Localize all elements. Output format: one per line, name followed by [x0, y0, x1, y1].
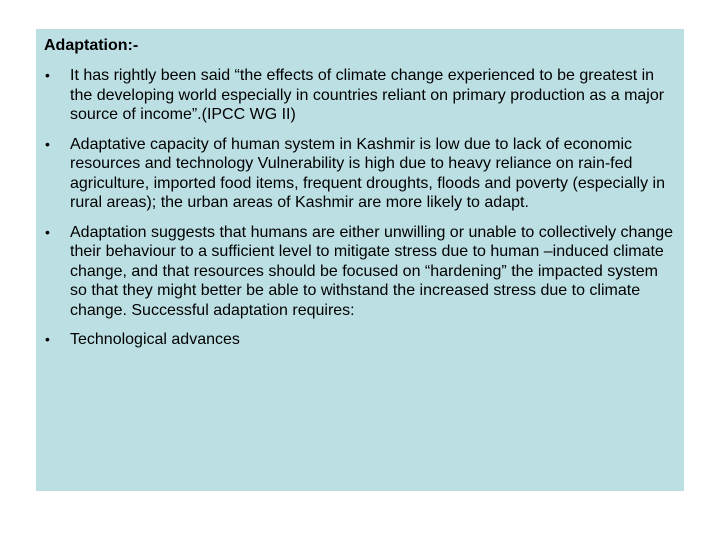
bullet-dot-icon: •	[45, 331, 50, 347]
bullet-item	[44, 330, 674, 350]
slide-heading: Adaptation:-	[44, 37, 139, 54]
bullet-dot-icon: •	[45, 223, 50, 240]
text-panel	[36, 29, 684, 491]
bullet-list	[44, 66, 674, 350]
bullet-text: Adaptation suggests that humans are either unwilling or unable to collectively change their behaviour to a sufficient level to mitigate stress due to human –induced climate change, and that resources should be focused on “hardening” the impacted system so that they might better be able to withstand the increased stress due to climate change. Successful adaptation requires:	[70, 223, 674, 319]
bullet-text: It has rightly been said “the effects of climate change experienced to be greatest in the developing world especially in countries reliant on primary production as a major source of income”.(IPCC WG II)	[70, 67, 665, 123]
bullet-text: Adaptative capacity of human system in Kashmir is low due to lack of economic resources and technology Vulnerability is high due to heavy reliance on rain-fed agriculture, imported food items, frequent droughts, floods and poverty (especially in rural areas); the urban areas of Kashmir are more likely to adapt.	[70, 135, 665, 211]
bullet-item	[44, 223, 674, 321]
bullet-dot-icon: •	[45, 135, 50, 152]
bullet-text: Technological advances	[70, 331, 240, 348]
bullet-item	[44, 66, 674, 125]
bullet-item	[44, 135, 674, 213]
bullet-dot-icon: •	[45, 67, 50, 83]
